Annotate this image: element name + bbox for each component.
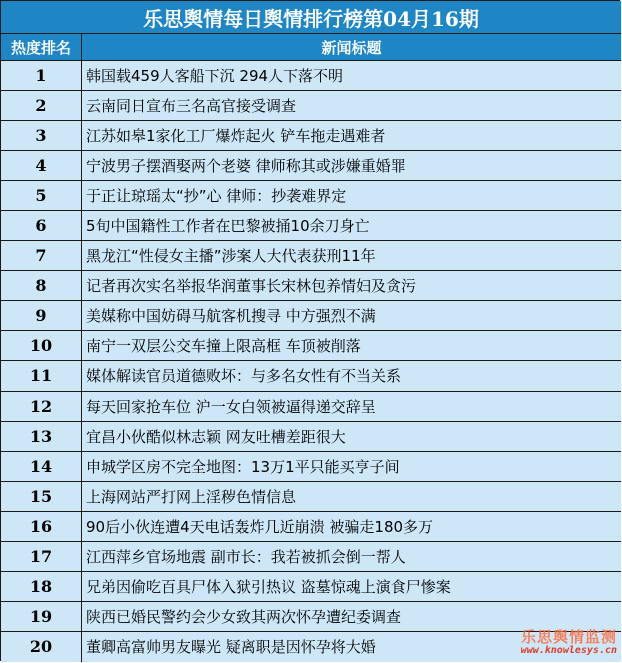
rank-cell: 17 xyxy=(1,542,82,571)
headline-cell[interactable]: 江苏如皋1家化工厂爆炸起火 铲车拖走遇难者 xyxy=(86,127,386,146)
table-row xyxy=(1,512,621,542)
headline-cell[interactable]: 申城学区房不完全地图：13万1平只能买亨子间 xyxy=(86,457,400,476)
table-body xyxy=(1,61,621,662)
rank-cell: 19 xyxy=(1,602,82,631)
table-row xyxy=(1,572,621,602)
headline-cell[interactable]: 黑龙江“性侵女主播”涉案人大代表获刑11年 xyxy=(86,247,376,266)
header-title: 新闻标题 xyxy=(321,38,382,57)
rank-cell: 13 xyxy=(1,422,82,451)
rank-cell: 10 xyxy=(1,331,82,360)
table-row xyxy=(1,301,621,331)
watermark-url: www.knowlesys.cn xyxy=(520,645,617,656)
table-row xyxy=(1,422,621,452)
rank-cell: 12 xyxy=(1,392,82,421)
headline-cell[interactable]: 于正让琼瑶太“抄”心 律师：抄袭难界定 xyxy=(86,187,347,206)
table-header xyxy=(1,34,621,61)
headline-cell[interactable]: 江西萍乡官场地震 副市长：我若被抓会倒一帮人 xyxy=(86,547,406,566)
page-title: 乐思舆情每日舆情排行榜第04月16期 xyxy=(1,1,621,34)
table-row xyxy=(1,151,621,181)
rank-cell: 1 xyxy=(1,61,82,90)
rank-cell: 5 xyxy=(1,181,82,210)
rank-cell: 18 xyxy=(1,572,82,601)
rank-cell: 15 xyxy=(1,482,82,511)
header-rank: 热度排名 xyxy=(1,34,82,60)
headline-cell[interactable]: 每天回家抢车位 沪一女白领被逼得递交辞呈 xyxy=(86,397,376,416)
table-row xyxy=(1,91,621,121)
table-row xyxy=(1,361,621,391)
table-row xyxy=(1,482,621,512)
table-row xyxy=(1,181,621,211)
table-row xyxy=(1,61,621,91)
table-row xyxy=(1,452,621,482)
headline-cell[interactable]: 5旬中国籍性工作者在巴黎被捅10余刀身亡 xyxy=(86,217,370,236)
headline-cell[interactable]: 90后小伙连遭4天电话轰炸几近崩溃 被骗走180多万 xyxy=(86,517,434,536)
headline-cell[interactable]: 记者再次实名举报华润董事长宋林包养情妇及贪污 xyxy=(86,277,417,296)
rank-cell: 9 xyxy=(1,301,82,330)
table-row xyxy=(1,392,621,422)
watermark xyxy=(521,630,617,656)
table-row xyxy=(1,121,621,151)
table-row xyxy=(1,271,621,301)
headline-cell[interactable]: 兄弟因偷吃百具尸体入狱引热议 盗墓惊魂上演食尸惨案 xyxy=(86,577,451,596)
headline-cell[interactable]: 上海网站严打网上淫秽色情信息 xyxy=(86,487,297,506)
rank-cell: 7 xyxy=(1,241,82,270)
table-row xyxy=(1,542,621,572)
rank-cell: 8 xyxy=(1,271,82,300)
table-row xyxy=(1,241,621,271)
rank-cell: 14 xyxy=(1,452,82,481)
table-row xyxy=(1,211,621,241)
rank-cell: 4 xyxy=(1,151,82,180)
headline-cell[interactable]: 董卿高富帅男友曝光 疑离职是因怀孕将大婚 xyxy=(86,638,376,657)
rank-cell: 11 xyxy=(1,361,82,390)
headline-cell[interactable]: 陕西已婚民警约会少女致其两次怀孕遭纪委调查 xyxy=(86,607,402,626)
headline-cell[interactable]: 媒体解读官员道德败坏：与多名女性有不当关系 xyxy=(86,367,402,386)
headline-cell[interactable]: 美媒称中国妨碍马航客机搜寻 中方强烈不满 xyxy=(86,307,376,326)
rank-cell: 3 xyxy=(1,121,82,150)
headline-cell[interactable]: 韩国载459人客船下沉 294人下落不明 xyxy=(86,67,344,86)
watermark-name: 乐思舆情监测 xyxy=(520,628,617,646)
headline-cell[interactable]: 宜昌小伙酷似林志颖 网友吐槽差距很大 xyxy=(86,427,346,446)
headline-cell[interactable]: 南宁一双层公交车撞上限高框 车顶被削落 xyxy=(86,337,361,356)
rank-cell: 20 xyxy=(1,632,82,662)
rank-cell: 2 xyxy=(1,91,82,120)
rank-cell: 6 xyxy=(1,211,82,240)
table-row xyxy=(1,331,621,361)
headline-cell[interactable]: 宁波男子摆酒娶两个老婆 律师称其或涉嫌重婚罪 xyxy=(86,157,406,176)
headline-cell[interactable]: 云南同日宣布三名高官接受调查 xyxy=(86,97,297,116)
rank-cell: 16 xyxy=(1,512,82,541)
